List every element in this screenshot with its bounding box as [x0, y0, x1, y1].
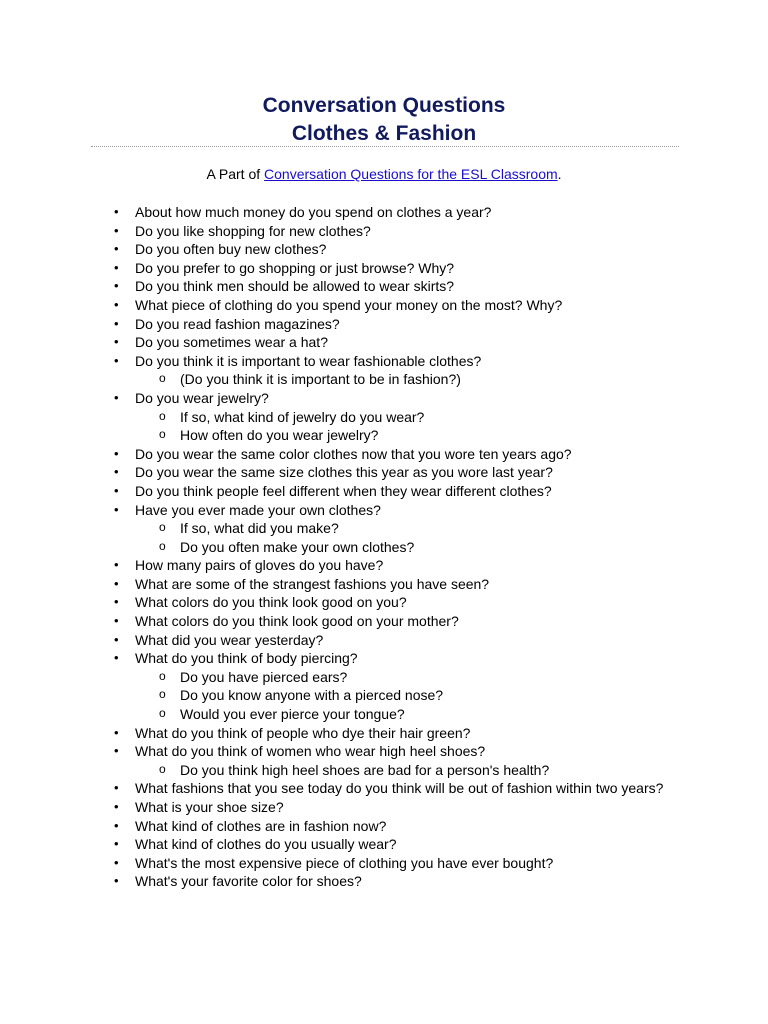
question-item: • What fashions that you see today do you think will be out of fashion within two years?: [114, 779, 674, 798]
question-item: [114, 501, 674, 557]
question-item: • What's your favorite color for shoes?: [114, 872, 674, 891]
page-title: [0, 92, 768, 148]
question-item: • What are some of the strangest fashions you have seen?: [114, 575, 674, 594]
question-item: • What do you think of people who dye their hair green?: [114, 724, 674, 743]
subtitle-prefix: A Part of: [206, 166, 265, 182]
question-item: • Do you think people feel different when they wear different clothes?: [114, 482, 674, 501]
question-item: • Do you think men should be allowed to wear skirts?: [114, 277, 674, 296]
question-text: What do you think of women who wear high heel shoes?: [135, 743, 486, 760]
question-item: [114, 649, 674, 723]
question-item: • How many pairs of gloves do you have?: [114, 556, 674, 575]
sub-question-item: o (Do you think it is important to be in fashion?): [135, 370, 674, 389]
sub-question-item: o Do you have pierced ears?: [135, 668, 674, 687]
dotted-divider: [91, 146, 679, 147]
question-item: • Do you sometimes wear a hat?: [114, 333, 674, 352]
question-item: • What colors do you think look good on your mother?: [114, 612, 674, 631]
question-item: • Do you wear the same size clothes this year as you wore last year?: [114, 463, 674, 482]
question-item: • What kind of clothes do you usually wear?: [114, 835, 674, 854]
question-item: • About how much money do you spend on clothes a year?: [114, 203, 674, 222]
sub-question-list: [135, 370, 674, 389]
esl-classroom-link[interactable]: Conversation Questions for the ESL Classroom: [264, 166, 558, 182]
question-item: • Do you like shopping for new clothes?: [114, 222, 674, 241]
question-item: • What's the most expensive piece of clothing you have ever bought?: [114, 854, 674, 873]
title-line-1: Conversation Questions: [262, 94, 506, 117]
question-text: What do you think of body piercing?: [135, 650, 358, 667]
sub-question-item: o Do you think high heel shoes are bad for a person's health?: [135, 761, 674, 780]
question-item: • What did you wear yesterday?: [114, 631, 674, 650]
question-item: • What is your shoe size?: [114, 798, 674, 817]
sub-question-list: [135, 408, 674, 445]
question-list: [114, 203, 674, 891]
question-text: Do you wear jewelry?: [135, 389, 269, 406]
question-item: • Do you read fashion magazines?: [114, 315, 674, 334]
question-item: [114, 742, 674, 779]
question-text: Do you think it is important to wear fashionable clothes?: [135, 352, 482, 369]
sub-question-list: [135, 519, 674, 556]
title-line-2: Clothes & Fashion: [291, 122, 477, 145]
question-item: • Do you often buy new clothes?: [114, 240, 674, 259]
sub-question-item: o Would you ever pierce your tongue?: [135, 705, 674, 724]
question-item: • What colors do you think look good on you?: [114, 593, 674, 612]
question-item: [114, 389, 674, 445]
question-item: • Do you wear the same color clothes now that you wore ten years ago?: [114, 445, 674, 464]
question-text: Have you ever made your own clothes?: [135, 501, 381, 518]
sub-question-list: [135, 761, 674, 780]
sub-question-item: o Do you often make your own clothes?: [135, 538, 674, 557]
subtitle: [0, 165, 768, 183]
subtitle-suffix: .: [557, 166, 562, 182]
sub-question-item: o If so, what did you make?: [135, 519, 674, 538]
question-item: • Do you prefer to go shopping or just browse? Why?: [114, 259, 674, 278]
sub-question-item: o Do you know anyone with a pierced nose?: [135, 686, 674, 705]
question-item: • What piece of clothing do you spend your money on the most? Why?: [114, 296, 674, 315]
sub-question-list: [135, 668, 674, 724]
sub-question-item: o How often do you wear jewelry?: [135, 426, 674, 445]
question-item: [114, 352, 674, 389]
question-item: • What kind of clothes are in fashion now?: [114, 817, 674, 836]
sub-question-item: o If so, what kind of jewelry do you wear?: [135, 408, 674, 427]
